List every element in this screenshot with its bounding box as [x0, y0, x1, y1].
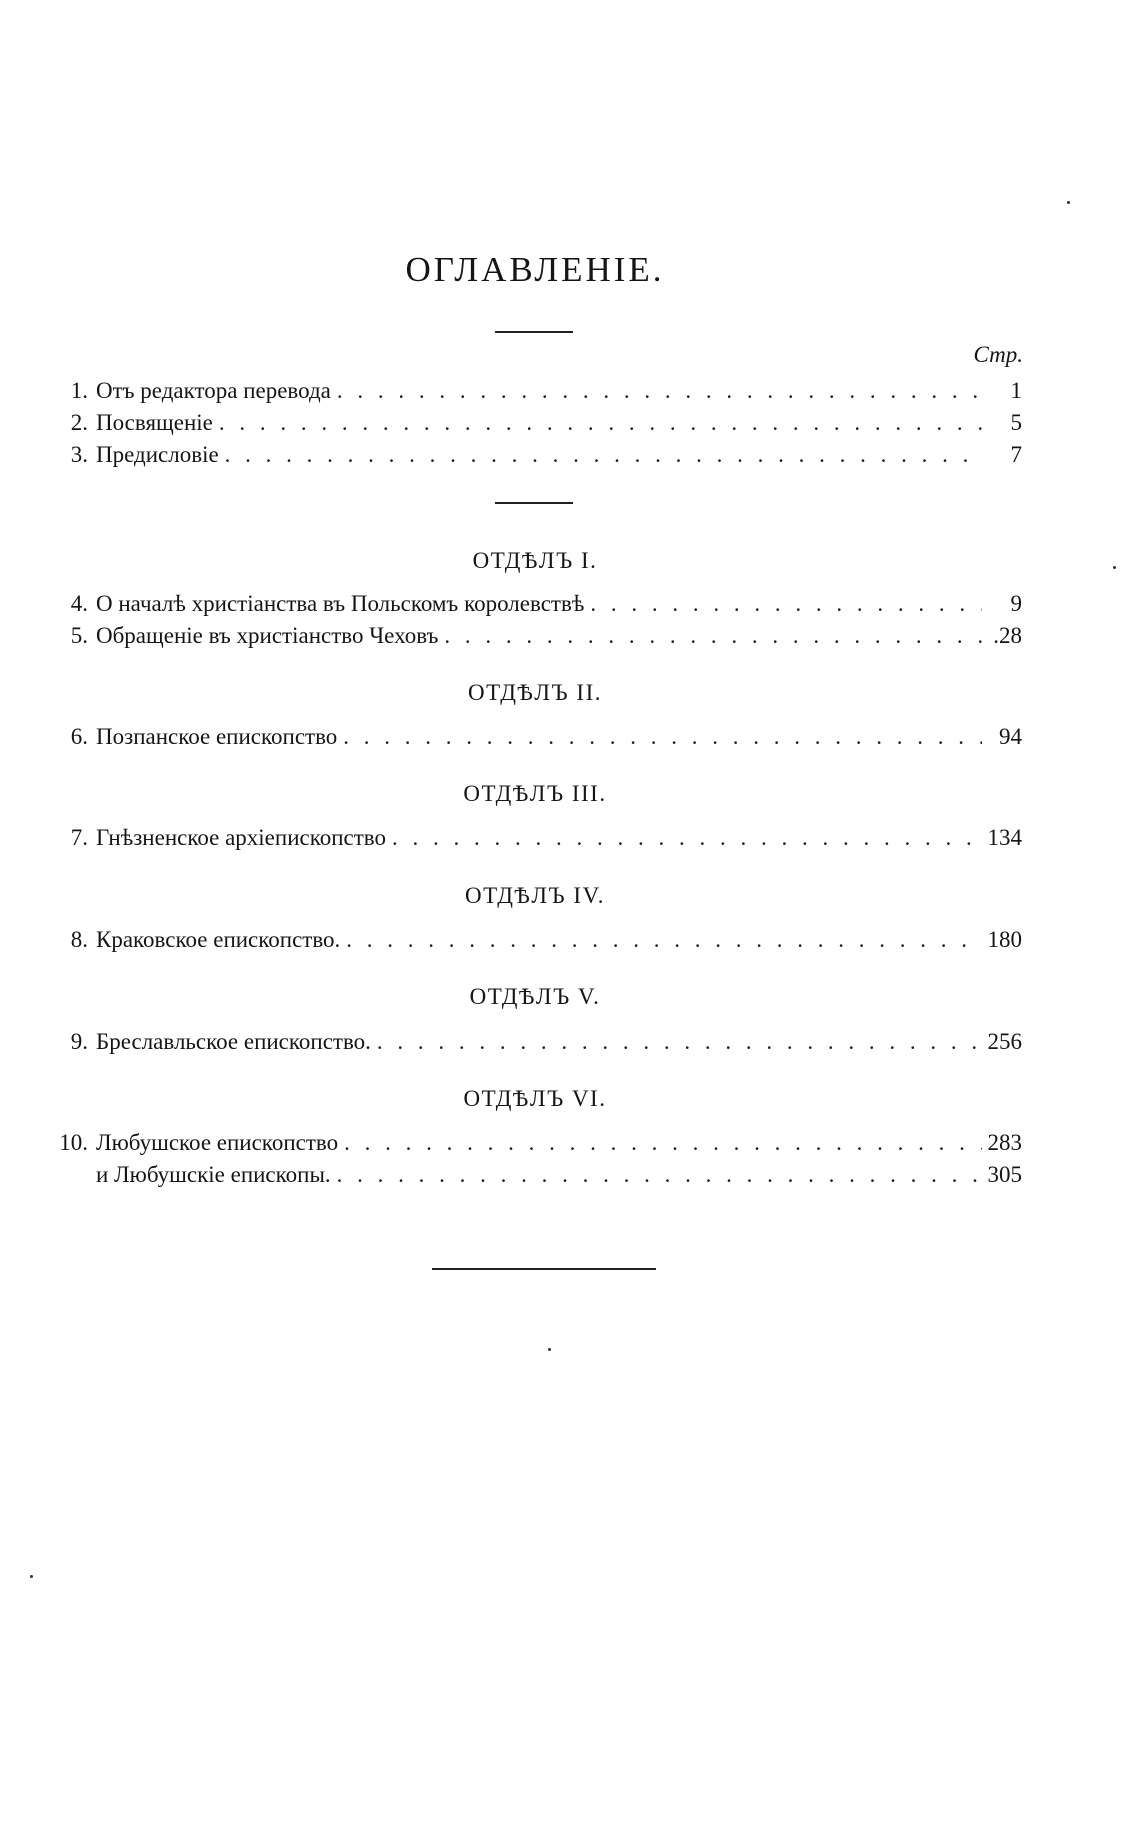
dot-leader — [337, 376, 982, 406]
entry-number: 1. — [70, 378, 88, 403]
entry-page: 134 — [987, 825, 1022, 850]
entry-title: Краковское епископство. — [96, 927, 341, 952]
entry-page: 256 — [987, 1029, 1022, 1054]
dot-leader — [343, 722, 982, 752]
page-title: ОГЛАВЛЕНIЕ. — [405, 250, 665, 289]
section-heading: ОТДѢЛЪ III. — [463, 781, 607, 806]
section-heading: ОТДѢЛЪ I. — [472, 548, 598, 573]
entry-title: и Любушскiе епископы. — [96, 1162, 331, 1187]
entry-page: 283 — [987, 1130, 1022, 1155]
entry-number: 9. — [70, 1029, 88, 1054]
entry-page: 5 — [1010, 410, 1022, 435]
entry-number: 3. — [70, 442, 88, 467]
scan-speck — [1113, 566, 1116, 569]
scan-speck — [548, 1348, 551, 1351]
entry-title: Отъ редактора перевода — [96, 378, 331, 403]
page-column-label: Стр. — [973, 342, 1023, 367]
dot-leader — [444, 621, 982, 651]
toc-entry — [50, 1027, 1022, 1057]
scan-speck — [30, 1575, 33, 1578]
front-matter-divider — [495, 502, 573, 504]
entry-title: Любушское епископство — [96, 1130, 339, 1155]
toc-entry — [50, 408, 1022, 438]
entry-page: 94 — [999, 724, 1022, 749]
entry-number: 6. — [70, 724, 88, 749]
entry-page: 1 — [1010, 378, 1022, 403]
entry-page: 305 — [987, 1162, 1022, 1187]
dot-leader — [377, 1027, 982, 1057]
end-divider — [432, 1268, 656, 1270]
entry-title: Посвященiе — [96, 410, 213, 435]
dot-leader — [346, 925, 981, 955]
toc-entry — [50, 376, 1022, 406]
entry-title: Бреславльское епископство. — [96, 1029, 371, 1054]
toc-entry — [50, 1160, 1022, 1190]
toc-entry — [50, 621, 1022, 651]
toc-entry — [50, 925, 1022, 955]
entry-number: 8. — [70, 927, 88, 952]
toc-entry — [50, 440, 1022, 470]
entry-number: 2. — [70, 410, 88, 435]
entry-number: 5. — [70, 623, 88, 648]
entry-page: .28 — [993, 623, 1022, 648]
dot-leader — [219, 408, 982, 438]
title-divider — [495, 331, 573, 333]
toc-entry — [50, 589, 1022, 619]
section-heading: ОТДѢЛЪ V. — [469, 984, 601, 1009]
section-heading: ОТДѢЛЪ VI. — [463, 1086, 607, 1111]
entry-number: 4. — [70, 591, 88, 616]
dot-leader — [337, 1160, 982, 1190]
entry-title: Предисловiе — [96, 442, 219, 467]
section-heading: ОТДѢЛЪ II. — [468, 680, 602, 705]
dot-leader — [344, 1128, 981, 1158]
dot-leader — [392, 823, 982, 853]
entry-page: 9 — [1010, 591, 1022, 616]
section-heading: ОТДѢЛЪ IV. — [465, 883, 605, 908]
dot-leader — [225, 440, 982, 470]
entry-page: 7 — [1010, 442, 1022, 467]
entry-number: 10. — [59, 1130, 88, 1155]
entry-title: Обращенiе въ христiанство Чеховъ — [96, 623, 439, 648]
toc-entry — [50, 722, 1022, 752]
toc-entry — [50, 1128, 1022, 1158]
entry-number: 7. — [70, 825, 88, 850]
entry-title: Гнѣзненское архiепископство — [96, 825, 386, 850]
entry-title: Позпанское епископство — [96, 724, 338, 749]
toc-entry — [50, 823, 1022, 853]
dot-leader — [590, 589, 982, 619]
entry-title: О началѣ христiанства въ Польскомъ королевствѣ — [96, 591, 585, 616]
scan-speck — [1067, 201, 1070, 204]
entry-page: 180 — [987, 927, 1022, 952]
